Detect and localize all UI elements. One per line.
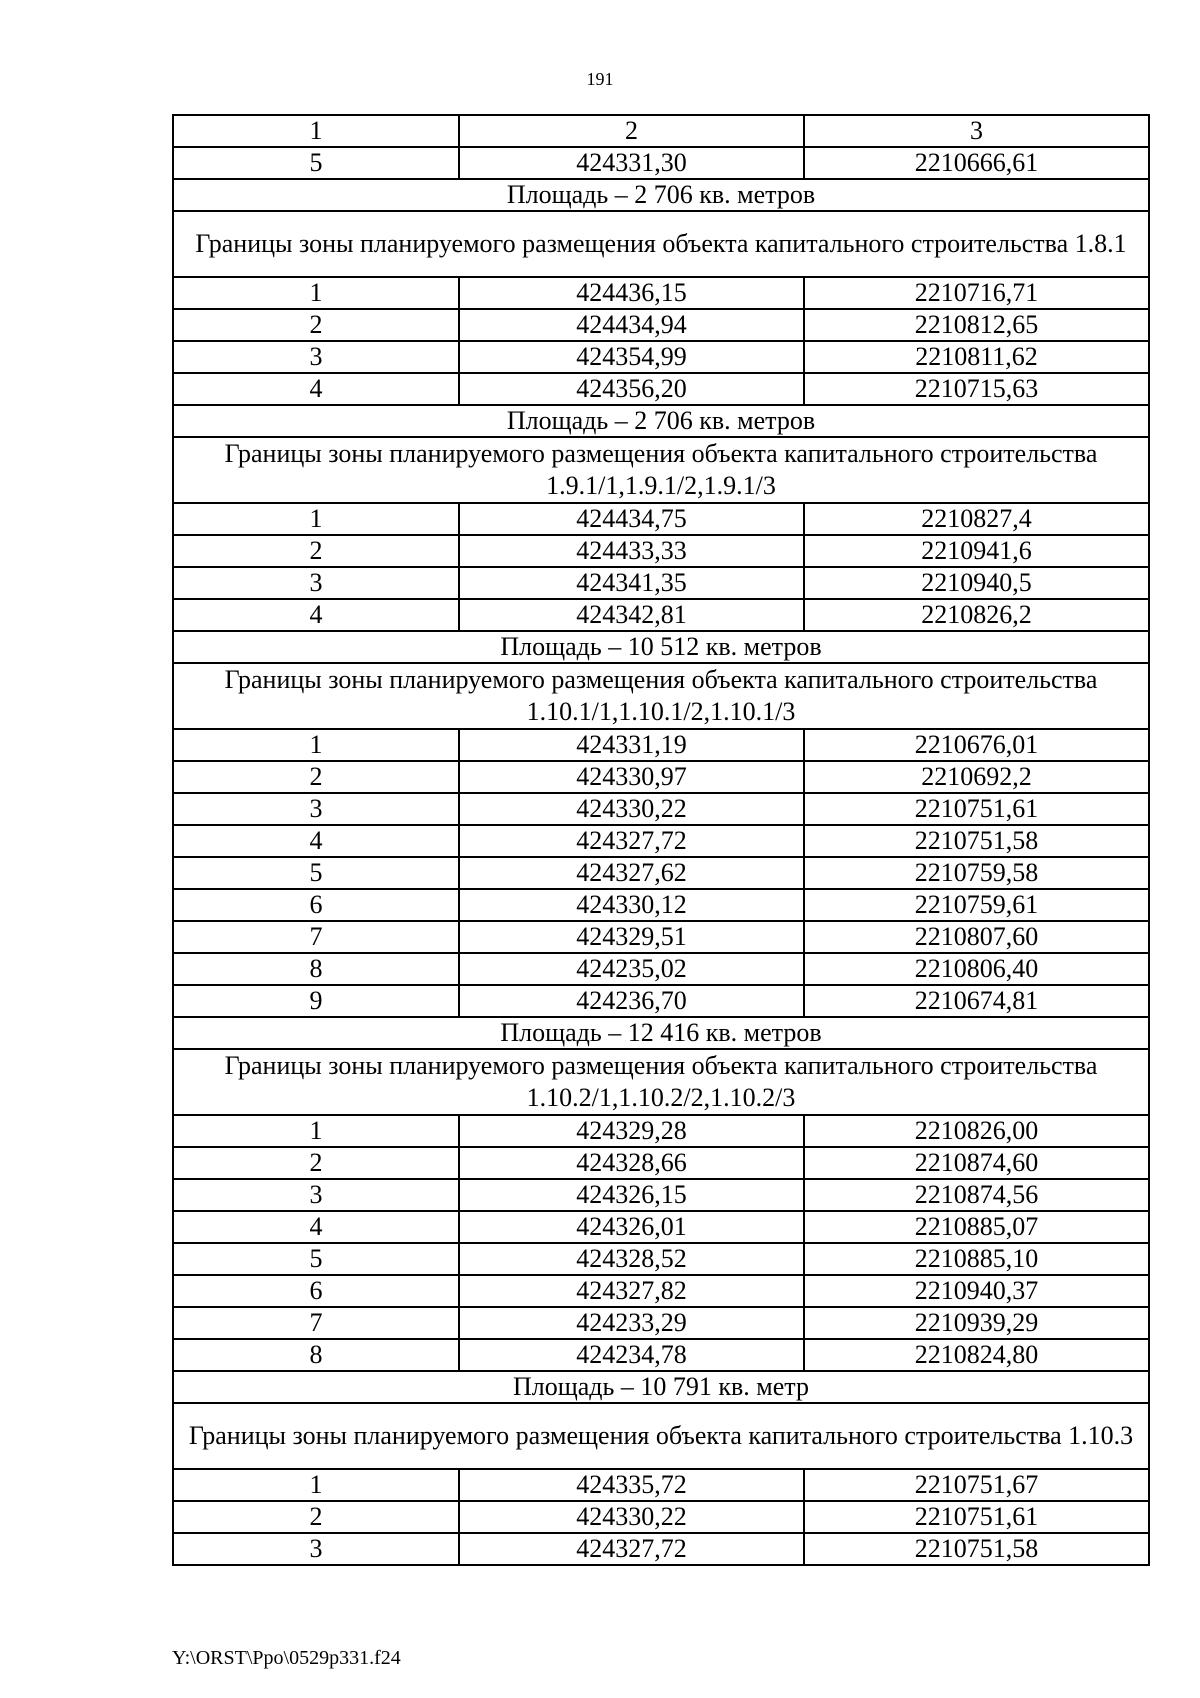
y-coordinate-cell: 2210806,40	[804, 953, 1149, 985]
table-row	[173, 1275, 1149, 1307]
x-coordinate-cell: 424331,19	[459, 729, 804, 761]
area-row	[173, 405, 1149, 437]
area-row	[173, 179, 1149, 211]
point-number-cell: 2	[173, 535, 459, 567]
y-coordinate-cell: 2210939,29	[804, 1307, 1149, 1339]
x-coordinate-cell: 424330,22	[459, 793, 804, 825]
footer-file-path: Y:\ORST\Ppo\0529p331.f24	[172, 1647, 401, 1669]
y-coordinate-cell: 2210826,2	[804, 599, 1149, 631]
point-number-cell: 1	[173, 277, 459, 309]
point-number-cell: 1	[173, 1115, 459, 1147]
y-coordinate-cell: 2210885,10	[804, 1243, 1149, 1275]
y-coordinate-cell: 2210715,63	[804, 373, 1149, 405]
x-coordinate-cell: 424328,52	[459, 1243, 804, 1275]
table-row	[173, 1147, 1149, 1179]
table-row	[173, 729, 1149, 761]
x-coordinate-cell: 424331,30	[459, 147, 804, 179]
y-coordinate-cell: 2210674,81	[804, 985, 1149, 1017]
y-coordinate-cell: 2210826,00	[804, 1115, 1149, 1147]
x-coordinate-cell: 424329,51	[459, 921, 804, 953]
x-coordinate-cell: 424342,81	[459, 599, 804, 631]
y-coordinate-cell: 2210759,61	[804, 889, 1149, 921]
point-number-cell: 2	[173, 1501, 459, 1533]
point-number-cell: 4	[173, 1211, 459, 1243]
area-row	[173, 1371, 1149, 1403]
table-row	[173, 599, 1149, 631]
point-number-cell: 9	[173, 985, 459, 1017]
point-number-cell: 5	[173, 857, 459, 889]
x-coordinate-cell: 424233,29	[459, 1307, 804, 1339]
table-row	[173, 825, 1149, 857]
point-number-cell: 6	[173, 889, 459, 921]
y-coordinate-cell: 2210874,56	[804, 1179, 1149, 1211]
table-row	[173, 889, 1149, 921]
table-row	[173, 953, 1149, 985]
table-row	[173, 1211, 1149, 1243]
area-cell: Площадь – 2 706 кв. метров	[173, 179, 1149, 211]
zone-heading-cell: Границы зоны планируемого размещения объекта капитального строительства 1.10.3	[173, 1403, 1149, 1469]
y-coordinate-cell: 2210940,37	[804, 1275, 1149, 1307]
x-coordinate-cell: 424327,82	[459, 1275, 804, 1307]
x-coordinate-cell: 424354,99	[459, 341, 804, 373]
point-number-cell: 7	[173, 1307, 459, 1339]
x-coordinate-cell: 424327,72	[459, 825, 804, 857]
table-row	[173, 1339, 1149, 1371]
point-number-cell: 3	[173, 1179, 459, 1211]
y-coordinate-cell: 2210759,58	[804, 857, 1149, 889]
zone-heading-row	[173, 1403, 1149, 1469]
table-row	[173, 1243, 1149, 1275]
y-coordinate-cell: 2210812,65	[804, 309, 1149, 341]
table-row	[173, 1469, 1149, 1501]
point-number-cell: 4	[173, 825, 459, 857]
zone-heading-cell: Границы зоны планируемого размещения объекта капитального строительства 1.9.1/1,1.9.1/2,1.9.1/3	[173, 437, 1149, 503]
table-row	[173, 1501, 1149, 1533]
area-cell: Площадь – 2 706 кв. метров	[173, 405, 1149, 437]
y-coordinate-cell: 2210751,58	[804, 825, 1149, 857]
point-number-cell: 5	[173, 1243, 459, 1275]
x-coordinate-cell: 424327,62	[459, 857, 804, 889]
zone-heading-row	[173, 211, 1149, 277]
zone-heading-cell: Границы зоны планируемого размещения объекта капитального строительства 1.8.1	[173, 211, 1149, 277]
y-coordinate-cell: 2210666,61	[804, 147, 1149, 179]
zone-heading-cell: Границы зоны планируемого размещения объекта капитального строительства 1.10.2/1,1.10.2/2,1.10.2/3	[173, 1049, 1149, 1115]
x-coordinate-cell: 424327,72	[459, 1533, 804, 1565]
header-cell-x: 2	[459, 115, 804, 147]
y-coordinate-cell: 2210940,5	[804, 567, 1149, 599]
point-number-cell: 1	[173, 503, 459, 535]
zone-heading-cell: Границы зоны планируемого размещения объекта капитального строительства 1.10.1/1,1.10.1/2,1.10.1/3	[173, 663, 1149, 729]
point-number-cell: 1	[173, 1469, 459, 1501]
table-row	[173, 147, 1149, 179]
table-row	[173, 535, 1149, 567]
y-coordinate-cell: 2210941,6	[804, 535, 1149, 567]
table-row	[173, 567, 1149, 599]
table-row	[173, 1533, 1149, 1565]
y-coordinate-cell: 2210751,67	[804, 1469, 1149, 1501]
x-coordinate-cell: 424329,28	[459, 1115, 804, 1147]
table-row	[173, 1115, 1149, 1147]
point-number-cell: 3	[173, 567, 459, 599]
point-number-cell: 7	[173, 921, 459, 953]
x-coordinate-cell: 424434,94	[459, 309, 804, 341]
coordinates-table	[172, 114, 1150, 1566]
x-coordinate-cell: 424330,12	[459, 889, 804, 921]
point-number-cell: 6	[173, 1275, 459, 1307]
page-number: 191	[586, 69, 614, 89]
y-coordinate-cell: 2210827,4	[804, 503, 1149, 535]
x-coordinate-cell: 424330,97	[459, 761, 804, 793]
table-header-row	[173, 115, 1149, 147]
x-coordinate-cell: 424433,33	[459, 535, 804, 567]
y-coordinate-cell: 2210751,61	[804, 793, 1149, 825]
point-number-cell: 1	[173, 729, 459, 761]
table-row	[173, 985, 1149, 1017]
point-number-cell: 5	[173, 147, 459, 179]
x-coordinate-cell: 424436,15	[459, 277, 804, 309]
point-number-cell: 3	[173, 1533, 459, 1565]
x-coordinate-cell: 424235,02	[459, 953, 804, 985]
header-cell-y: 3	[804, 115, 1149, 147]
y-coordinate-cell: 2210811,62	[804, 341, 1149, 373]
table-row	[173, 373, 1149, 405]
table-row	[173, 503, 1149, 535]
table-row	[173, 277, 1149, 309]
zone-heading-row	[173, 437, 1149, 503]
y-coordinate-cell: 2210716,71	[804, 277, 1149, 309]
x-coordinate-cell: 424330,22	[459, 1501, 804, 1533]
area-row	[173, 631, 1149, 663]
area-row	[173, 1017, 1149, 1049]
point-number-cell: 2	[173, 1147, 459, 1179]
table-row	[173, 1307, 1149, 1339]
y-coordinate-cell: 2210676,01	[804, 729, 1149, 761]
point-number-cell: 4	[173, 599, 459, 631]
y-coordinate-cell: 2210885,07	[804, 1211, 1149, 1243]
area-cell: Площадь – 12 416 кв. метров	[173, 1017, 1149, 1049]
x-coordinate-cell: 424328,66	[459, 1147, 804, 1179]
x-coordinate-cell: 424236,70	[459, 985, 804, 1017]
zone-heading-row	[173, 663, 1149, 729]
y-coordinate-cell: 2210751,61	[804, 1501, 1149, 1533]
point-number-cell: 2	[173, 761, 459, 793]
table-row	[173, 921, 1149, 953]
point-number-cell: 3	[173, 341, 459, 373]
table-row	[173, 761, 1149, 793]
y-coordinate-cell: 2210692,2	[804, 761, 1149, 793]
x-coordinate-cell: 424356,20	[459, 373, 804, 405]
x-coordinate-cell: 424326,15	[459, 1179, 804, 1211]
y-coordinate-cell: 2210807,60	[804, 921, 1149, 953]
y-coordinate-cell: 2210751,58	[804, 1533, 1149, 1565]
table-row	[173, 857, 1149, 889]
table-body	[173, 115, 1149, 1565]
x-coordinate-cell: 424335,72	[459, 1469, 804, 1501]
area-cell: Площадь – 10 791 кв. метр	[173, 1371, 1149, 1403]
table-row	[173, 341, 1149, 373]
table-row	[173, 793, 1149, 825]
zone-heading-row	[173, 1049, 1149, 1115]
x-coordinate-cell: 424326,01	[459, 1211, 804, 1243]
y-coordinate-cell: 2210874,60	[804, 1147, 1149, 1179]
point-number-cell: 8	[173, 953, 459, 985]
area-cell: Площадь – 10 512 кв. метров	[173, 631, 1149, 663]
point-number-cell: 2	[173, 309, 459, 341]
x-coordinate-cell: 424234,78	[459, 1339, 804, 1371]
y-coordinate-cell: 2210824,80	[804, 1339, 1149, 1371]
x-coordinate-cell: 424434,75	[459, 503, 804, 535]
point-number-cell: 8	[173, 1339, 459, 1371]
point-number-cell: 3	[173, 793, 459, 825]
table-row	[173, 1179, 1149, 1211]
x-coordinate-cell: 424341,35	[459, 567, 804, 599]
header-cell-point-number: 1	[173, 115, 459, 147]
table-row	[173, 309, 1149, 341]
point-number-cell: 4	[173, 373, 459, 405]
